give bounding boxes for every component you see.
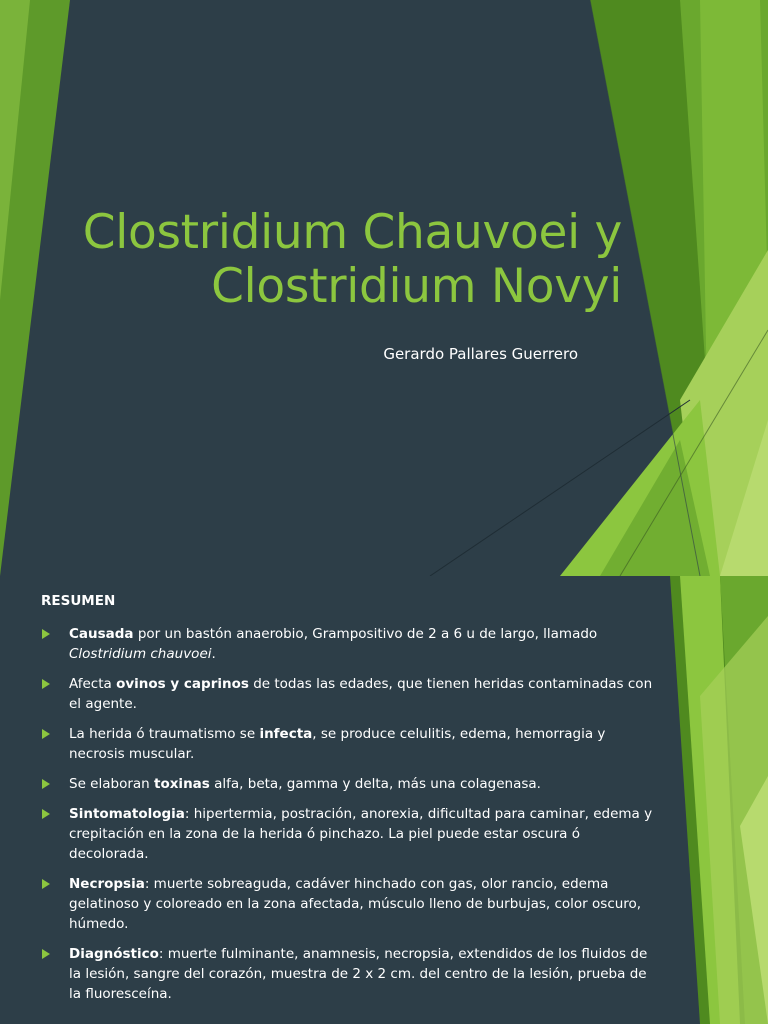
arrow-bullet-icon bbox=[42, 879, 50, 889]
arrow-bullet-icon bbox=[42, 779, 50, 789]
title-line-2: Clostridium Novyi bbox=[211, 259, 622, 314]
bullet-item: Diagnóstico: muerte fulminante, anamnesis, necropsia, extendidos de los fluidos de la lesión, sangre del corazón, muestra de 2 x 2 cm. del centro de la lesión, prueba de la fluoresceína. bbox=[42, 944, 662, 1004]
bullet-item: Causada por un bastón anaerobio, Grampositivo de 2 a 6 u de largo, llamado Clostridium chauvoei. bbox=[42, 624, 662, 664]
arrow-bullet-icon bbox=[42, 629, 50, 639]
author-name: Gerardo Pallares Guerrero bbox=[383, 345, 578, 363]
arrow-bullet-icon bbox=[42, 729, 50, 739]
section-heading: RESUMEN bbox=[41, 593, 116, 609]
arrow-bullet-icon bbox=[42, 949, 50, 959]
slide-title bbox=[20, 206, 622, 314]
bullet-item: Se elaboran toxinas alfa, beta, gamma y delta, más una colagenasa. bbox=[42, 774, 662, 794]
arrow-bullet-icon bbox=[42, 679, 50, 689]
bullet-item: La herida ó traumatismo se infecta, se produce celulitis, edema, hemorragia y necrosis muscular. bbox=[42, 724, 662, 764]
bullet-item: Afecta ovinos y caprinos de todas las edades, que tienen heridas contaminadas con el agente. bbox=[42, 674, 662, 714]
summary-slide bbox=[0, 576, 768, 1024]
title-line-1: Clostridium Chauvoei y bbox=[82, 205, 622, 260]
arrow-bullet-icon bbox=[42, 809, 50, 819]
bullet-item: Sintomatologia: hipertermia, postración, anorexia, dificultad para caminar, edema y crepitación en la zona de la herida ó pinchazo. La piel puede estar oscura ó decolorada. bbox=[42, 804, 662, 864]
bullet-item: Necropsia: muerte sobreaguda, cadáver hinchado con gas, olor rancio, edema gelatinoso y coloreado en la zona afectada, músculo lleno de burbujas, color oscuro, húmedo. bbox=[42, 874, 662, 934]
bullet-list bbox=[42, 624, 662, 1014]
